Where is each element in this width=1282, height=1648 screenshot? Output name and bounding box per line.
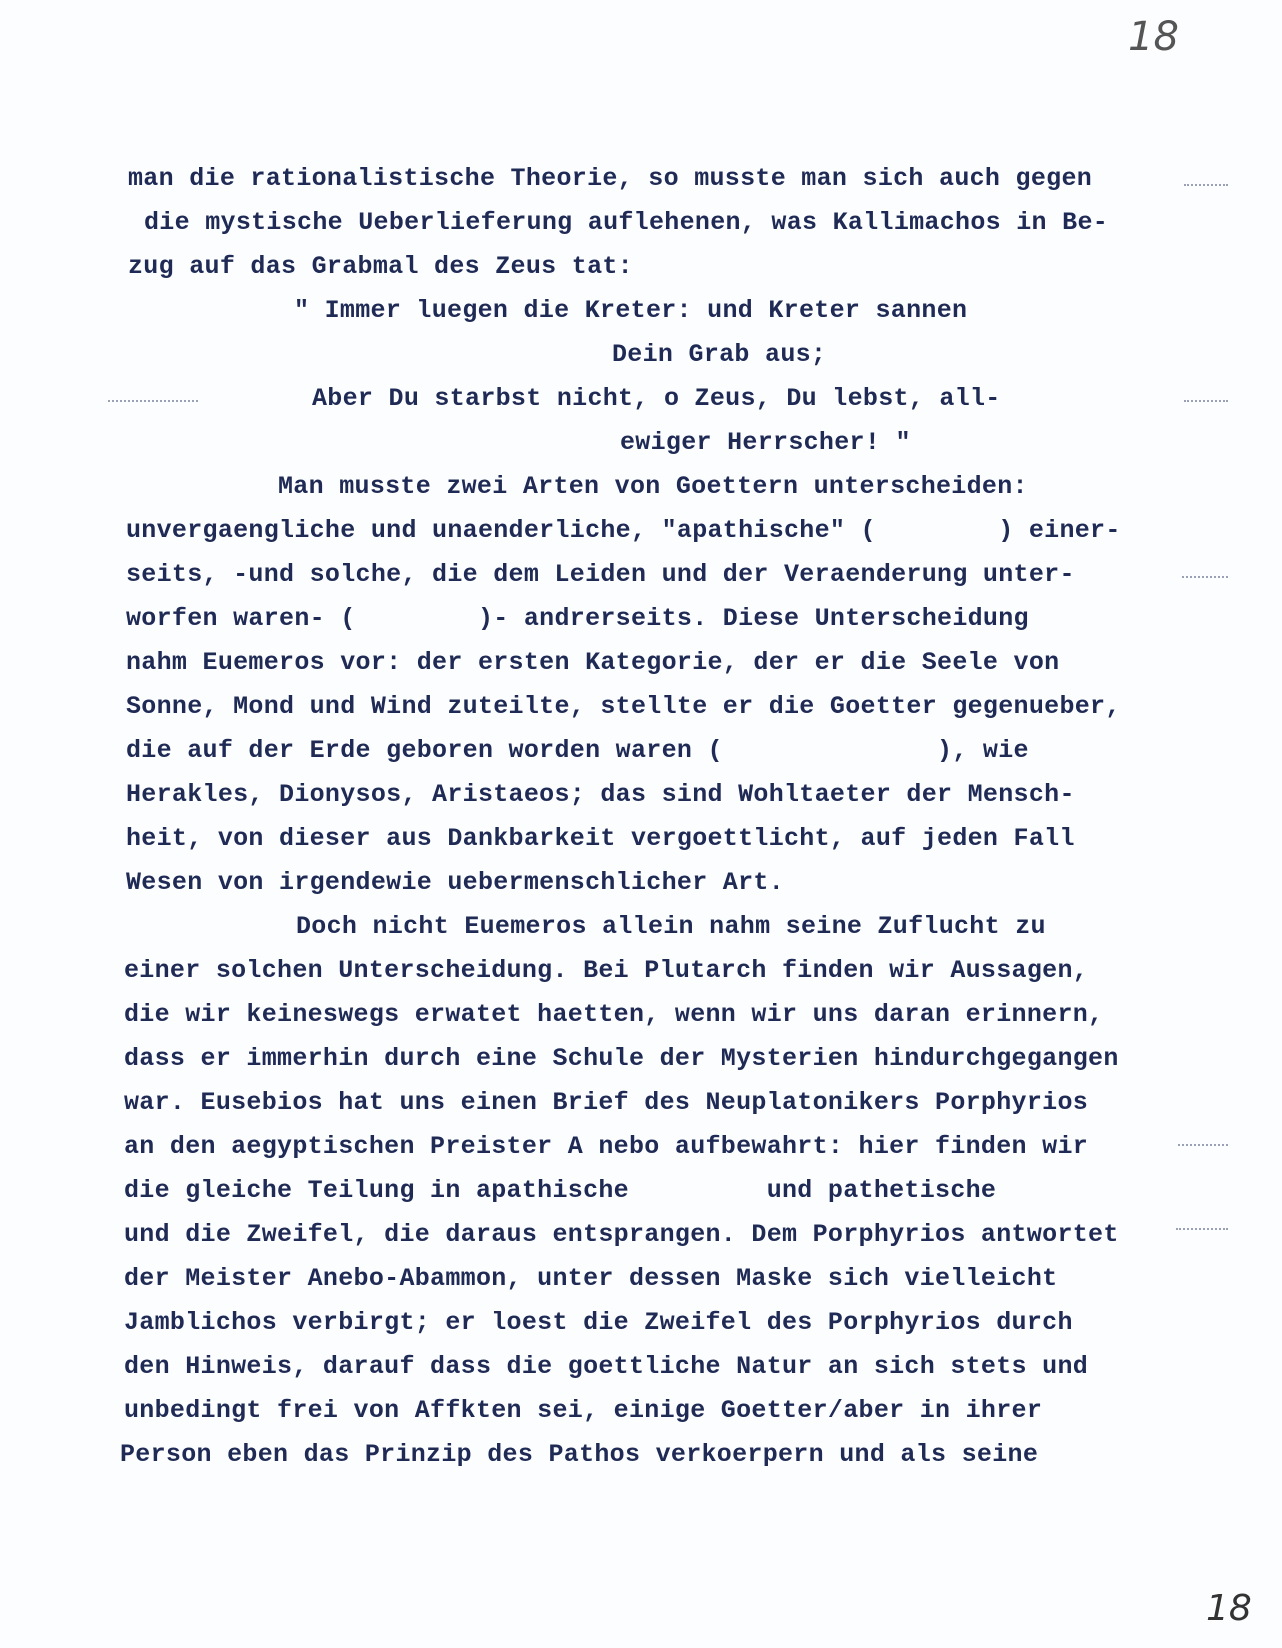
margin-mark: [1176, 1228, 1228, 1231]
text-line: worfen waren- ( )- andrerseits. Diese Unterscheidung: [126, 604, 1029, 633]
text-line: dass er immerhin durch eine Schule der Mysterien hindurchgegangen: [124, 1044, 1119, 1073]
text-line: nahm Euemeros vor: der ersten Kategorie, der er die Seele von: [126, 648, 1060, 677]
margin-mark: [1184, 184, 1228, 187]
text-line: Doch nicht Euemeros allein nahm seine Zuflucht zu: [296, 912, 1046, 941]
text-line: Sonne, Mond und Wind zuteilte, stellte er die Goetter gegenueber,: [126, 692, 1121, 721]
text-line: der Meister Anebo-Abammon, unter dessen Maske sich vielleicht: [124, 1264, 1058, 1293]
text-line: Person eben das Prinzip des Pathos verkoerpern und als seine: [120, 1440, 1039, 1469]
margin-mark: [1178, 1144, 1228, 1147]
text-line: zug auf das Grabmal des Zeus tat:: [128, 252, 633, 281]
text-line: man die rationalistische Theorie, so musste man sich auch gegen: [128, 164, 1093, 193]
text-line: Man musste zwei Arten von Goettern unterscheiden:: [278, 472, 1028, 501]
page-number-bottom: 18: [1206, 1588, 1252, 1629]
text-line: unvergaengliche und unaenderliche, "apathische" ( ) einer-: [126, 516, 1121, 545]
text-line: Jamblichos verbirgt; er loest die Zweifel des Porphyrios durch: [124, 1308, 1073, 1337]
text-line: unbedingt frei von Affkten sei, einige Goetter/aber in ihrer: [124, 1396, 1043, 1425]
text-line: die gleiche Teilung in apathische und pathetische: [124, 1176, 997, 1205]
text-line: und die Zweifel, die daraus entsprangen. Dem Porphyrios antwortet: [124, 1220, 1119, 1249]
text-line: einer solchen Unterscheidung. Bei Plutarch finden wir Aussagen,: [124, 956, 1089, 985]
text-line: " Immer luegen die Kreter: und Kreter sannen: [294, 296, 968, 325]
margin-mark: [1182, 576, 1228, 579]
page-number-top: 18: [1128, 14, 1179, 60]
text-line: Wesen von irgendewie uebermenschlicher Art.: [126, 868, 785, 897]
text-line: Dein Grab aus;: [612, 340, 827, 369]
text-line: die wir keineswegs erwatet haetten, wenn wir uns daran erinnern,: [124, 1000, 1104, 1029]
text-line: die mystische Ueberlieferung auflehenen, was Kallimachos in Be-: [144, 208, 1109, 237]
text-line: die auf der Erde geboren worden waren ( ), wie: [126, 736, 1029, 765]
text-line: heit, von dieser aus Dankbarkeit vergoettlicht, auf jeden Fall: [126, 824, 1075, 853]
text-line: den Hinweis, darauf dass die goettliche Natur an sich stets und: [124, 1352, 1089, 1381]
margin-mark: [1184, 400, 1228, 403]
margin-mark: [108, 400, 198, 403]
text-line: Herakles, Dionysos, Aristaeos; das sind Wohltaeter der Mensch-: [126, 780, 1075, 809]
text-line: ewiger Herrscher! ": [620, 428, 911, 457]
text-line: war. Eusebios hat uns einen Brief des Neuplatonikers Porphyrios: [124, 1088, 1089, 1117]
text-line: Aber Du starbst nicht, o Zeus, Du lebst, all-: [312, 384, 1001, 413]
text-line: an den aegyptischen Preister A nebo aufbewahrt: hier finden wir: [124, 1132, 1089, 1161]
text-line: seits, -und solche, die dem Leiden und der Veraenderung unter-: [126, 560, 1075, 589]
